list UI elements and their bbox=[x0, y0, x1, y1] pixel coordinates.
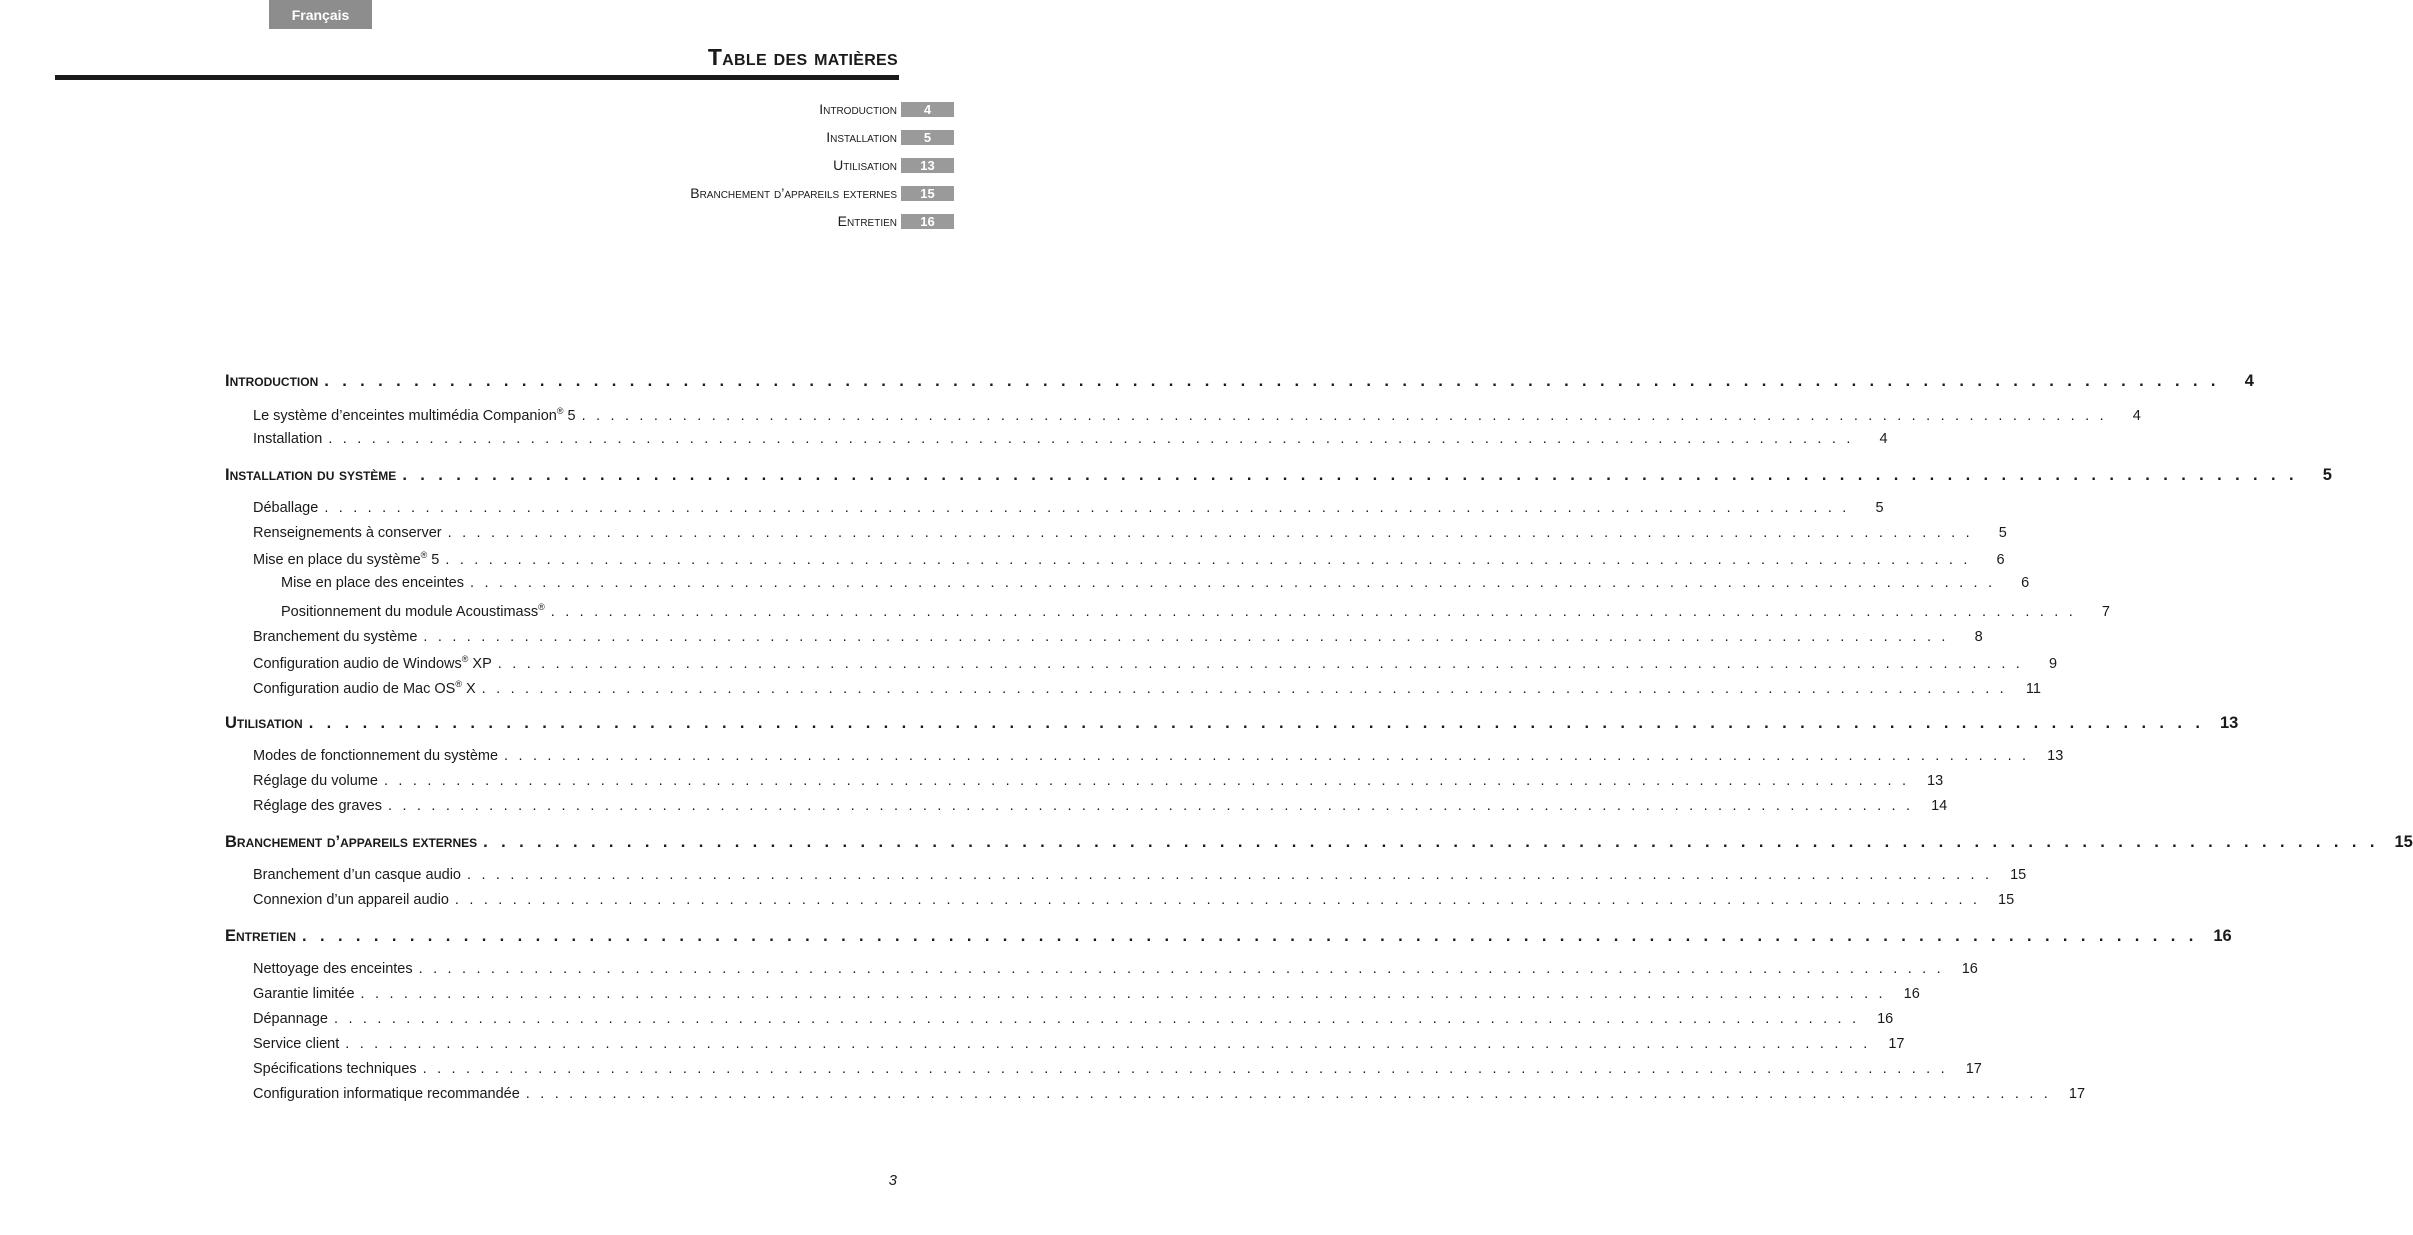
toc-page: 15 bbox=[2010, 867, 2027, 883]
page-title: Table des matières bbox=[707, 44, 898, 70]
toc-section-heading[interactable] bbox=[225, 833, 2413, 859]
toc-leader: . . . . . . . . . . . . . . . . . . . . . . . . . . . . . . . . . . . . . . . . . . . . . . . . . . . . . . . . . . . . . . . . . . . . . . . . . . . . . . . . . . . . . . . . . . . . . . . . . . . . . . . . . . bbox=[302, 927, 2198, 945]
toc-label: Installation bbox=[253, 431, 323, 447]
chapter-page-tab: 15 bbox=[901, 186, 954, 201]
language-tab[interactable]: Français bbox=[269, 0, 372, 29]
toc-entry[interactable] bbox=[225, 500, 1884, 525]
toc-leader: . . . . . . . . . . . . . . . . . . . . . . . . . . . . . . . . . . . . . . . . . . . . . . . . . . . . . . . . . . . . . . . . . . . . . . . . . . . . . . . . . . . . . . . . . . . . . . . . . . . . . . . . . . bbox=[445, 551, 1971, 568]
toc-page: 13 bbox=[2220, 714, 2239, 732]
toc-entry[interactable] bbox=[225, 986, 1920, 1011]
toc-page: 4 bbox=[2132, 407, 2141, 424]
toc-page: 16 bbox=[2213, 927, 2232, 945]
toc-section-heading[interactable] bbox=[225, 927, 2232, 953]
toc-label: Garantie limitée bbox=[253, 986, 355, 1002]
toc-entry[interactable] bbox=[225, 406, 2141, 431]
toc-page: 5 bbox=[1998, 525, 2007, 541]
toc-leader: . . . . . . . . . . . . . . . . . . . . . . . . . . . . . . . . . . . . . . . . . . . . . . . . . . . . . . . . . . . . . . . . . . . . . . . . . . . . . . . . . . . . . . . . . . . . . . . . . . . . . . . . . . bbox=[418, 961, 1944, 977]
toc-entry[interactable] bbox=[225, 550, 2005, 575]
toc-leader: . . . . . . . . . . . . . . . . . . . . . . . . . . . . . . . . . . . . . . . . . . . . . . . . . . . . . . . . . . . . . . . . . . . . . . . . . . . . . . . . . . . . . . . . . . . . . . . . . . . . . . . . . . bbox=[581, 407, 2107, 424]
toc-leader: . . . . . . . . . . . . . . . . . . . . . . . . . . . . . . . . . . . . . . . . . . . . . . . . . . . . . . . . . . . . . . . . . . . . . . . . . . . . . . . . . . . . . . . . . . . . . . . . . . . . . . . . . . bbox=[387, 798, 1914, 814]
toc-section-branchement bbox=[225, 833, 2413, 917]
toc-section-installation bbox=[225, 466, 2332, 704]
toc-page: 5 bbox=[1875, 500, 1884, 516]
toc-section-heading[interactable] bbox=[225, 466, 2332, 492]
toc-page: 13 bbox=[2047, 748, 2064, 764]
toc-leader: . . . . . . . . . . . . . . . . . . . . . . . . . . . . . . . . . . . . . . . . . . . . . . . . . . . . . . . . . . . . . . . . . . . . . . . . . . . . . . . . . . . . . . . . . . . . . . . . . . . . . . . . . . bbox=[334, 1011, 1860, 1027]
toc-leader: . . . . . . . . . . . . . . . . . . . . . . . . . . . . . . . . . . . . . . . . . . . . . . . . . . . . . . . . . . . . . . . . . . . . . . . . . . . . . . . . . . . . . . . . . . . . . . . . . . . . . . . . . . bbox=[469, 575, 1996, 591]
toc-leader: . . . . . . . . . . . . . . . . . . . . . . . . . . . . . . . . . . . . . . . . . . . . . . . . . . . . . . . . . . . . . . . . . . . . . . . . . . . . . . . . . . . . . . . . . . . . . . . . . . . . . . . . . . bbox=[525, 1086, 2052, 1102]
toc-entry[interactable] bbox=[225, 798, 1948, 823]
chapter-page-tab: 13 bbox=[901, 158, 954, 173]
toc-page: 9 bbox=[2048, 655, 2058, 672]
toc-label: Connexion d’un appareil audio bbox=[253, 892, 449, 908]
toc-leader: . . . . . . . . . . . . . . . . . . . . . . . . . . . . . . . . . . . . . . . . . . . . . . . . . . . . . . . . . . . . . . . . . . . . . . . . . . . . . . . . . . . . . . . . . . . . . . . . . . . . . . . . . . bbox=[466, 867, 1993, 883]
chapter-nav-label: Entretien bbox=[837, 213, 897, 229]
chapter-page-tab: 16 bbox=[901, 214, 954, 229]
toc-label: Dépannage bbox=[253, 1011, 328, 1027]
toc-label: Déballage bbox=[253, 500, 319, 516]
chapter-nav-introduction[interactable] bbox=[454, 95, 954, 123]
toc-label: Réglage des graves bbox=[253, 798, 382, 814]
toc-label: Entretien bbox=[225, 927, 297, 945]
toc-entry[interactable] bbox=[225, 654, 2058, 679]
toc-leader: . . . . . . . . . . . . . . . . . . . . . . . . . . . . . . . . . . . . . . . . . . . . . . . . . . . . . . . . . . . . . . . . . . . . . . . . . . . . . . . . . . . . . . . . . . . . . . . . . . . . . . . . . . bbox=[360, 986, 1886, 1002]
toc-section-heading[interactable] bbox=[225, 372, 2254, 398]
toc-section-utilisation bbox=[225, 714, 2239, 823]
chapter-page-tab: 5 bbox=[901, 130, 954, 145]
toc-subentry[interactable] bbox=[225, 602, 2110, 629]
toc-label: Le système d’enceintes multimédia Companion® 5 bbox=[253, 406, 576, 424]
toc-label: Configuration audio de Windows® XP bbox=[253, 654, 492, 672]
toc-leader: . . . . . . . . . . . . . . . . . . . . . . . . . . . . . . . . . . . . . . . . . . . . . . . . . . . . . . . . . . . . . . . . . . . . . . . . . . . . . . . . . . . . . . . . . . . . . . . . . . . . . . . . . . bbox=[324, 500, 1850, 516]
toc-leader: . . . . . . . . . . . . . . . . . . . . . . . . . . . . . . . . . . . . . . . . . . . . . . . . . . . . . . . . . . . . . . . . . . . . . . . . . . . . . . . . . . . . . . . . . . . . . . . . . . . . . . . . . . bbox=[483, 833, 2379, 851]
toc-label: Nettoyage des enceintes bbox=[253, 961, 413, 977]
toc-leader: . . . . . . . . . . . . . . . . . . . . . . . . . . . . . . . . . . . . . . . . . . . . . . . . . . . . . . . . . . . . . . . . . . . . . . . . . . . . . . . . . . . . . . . . . . . . . . . . . . . . . . . . . . bbox=[308, 714, 2205, 732]
toc-page: 16 bbox=[1877, 1011, 1894, 1027]
toc-page: 15 bbox=[1998, 892, 2015, 908]
toc-leader: . . . . . . . . . . . . . . . . . . . . . . . . . . . . . . . . . . . . . . . . . . . . . . . . . . . . . . . . . . . . . . . . . . . . . . . . . . . . . . . . . . . . . . . . . . . . . . . . . . . . . . . . . . bbox=[447, 525, 1973, 541]
toc-entry[interactable] bbox=[225, 892, 2015, 917]
toc-leader: . . . . . . . . . . . . . . . . . . . . . . . . . . . . . . . . . . . . . . . . . . . . . . . . . . . . . . . . . . . . . . . . . . . . . . . . . . . . . . . . . . . . . . . . . . . . . . . . . . . . . . . . . . bbox=[454, 892, 1981, 908]
toc-page: 16 bbox=[1961, 961, 1978, 977]
toc-entry[interactable] bbox=[225, 961, 1978, 986]
toc-page: 6 bbox=[2021, 575, 2030, 591]
toc-label: Spécifications techniques bbox=[253, 1061, 417, 1077]
toc-label: Configuration informatique recommandée bbox=[253, 1086, 520, 1102]
chapter-nav bbox=[454, 95, 954, 235]
chapter-page-tab: 4 bbox=[901, 102, 954, 117]
toc-entry[interactable] bbox=[225, 1036, 1905, 1061]
toc-entry[interactable] bbox=[225, 867, 2027, 892]
toc-entry[interactable] bbox=[225, 1086, 2086, 1111]
toc-page: 16 bbox=[1903, 986, 1920, 1002]
toc-entry[interactable] bbox=[225, 1061, 1982, 1086]
toc-label: Modes de fonctionnement du système bbox=[253, 748, 499, 764]
toc-page: 4 bbox=[1879, 431, 1888, 447]
toc-leader: . . . . . . . . . . . . . . . . . . . . . . . . . . . . . . . . . . . . . . . . . . . . . . . . . . . . . . . . . . . . . . . . . . . . . . . . . . . . . . . . . . . . . . . . . . . . . . . . . . . . . . . . . . bbox=[550, 603, 2076, 620]
chapter-nav-label: Utilisation bbox=[833, 157, 897, 173]
toc-leader: . . . . . . . . . . . . . . . . . . . . . . . . . . . . . . . . . . . . . . . . . . . . . . . . . . . . . . . . . . . . . . . . . . . . . . . . . . . . . . . . . . . . . . . . . . . . . . . . . . . . . . . . . . bbox=[497, 655, 2024, 672]
toc-leader: . . . . . . . . . . . . . . . . . . . . . . . . . . . . . . . . . . . . . . . . . . . . . . . . . . . . . . . . . . . . . . . . . . . . . . . . . . . . . . . . . . . . . . . . . . . . . . . . . . . . . . . . . . bbox=[481, 680, 2007, 697]
toc-leader: . . . . . . . . . . . . . . . . . . . . . . . . . . . . . . . . . . . . . . . . . . . . . . . . . . . . . . . . . . . . . . . . . . . . . . . . . . . . . . . . . . . . . . . . . . . . . . . . . . . . . . . . . . bbox=[324, 372, 2220, 390]
toc-entry[interactable] bbox=[225, 431, 1888, 456]
toc-leader: . . . . . . . . . . . . . . . . . . . . . . . . . . . . . . . . . . . . . . . . . . . . . . . . . . . . . . . . . . . . . . . . . . . . . . . . . . . . . . . . . . . . . . . . . . . . . . . . . . . . . . . . . . bbox=[423, 629, 1949, 645]
toc-leader: . . . . . . . . . . . . . . . . . . . . . . . . . . . . . . . . . . . . . . . . . . . . . . . . . . . . . . . . . . . . . . . . . . . . . . . . . . . . . . . . . . . . . . . . . . . . . . . . . . . . . . . . . . bbox=[422, 1061, 1948, 1077]
toc-label: Réglage du volume bbox=[253, 773, 378, 789]
chapter-nav-label: Introduction bbox=[819, 101, 897, 117]
toc-page: 6 bbox=[1996, 551, 2005, 568]
chapter-nav-label: Installation bbox=[826, 129, 897, 145]
toc-leader: . . . . . . . . . . . . . . . . . . . . . . . . . . . . . . . . . . . . . . . . . . . . . . . . . . . . . . . . . . . . . . . . . . . . . . . . . . . . . . . . . . . . . . . . . . . . . . . . . . . . . . . . . . bbox=[504, 748, 2030, 764]
toc-subentry[interactable] bbox=[225, 575, 2030, 602]
toc-page: 4 bbox=[2244, 372, 2254, 390]
toc-entry[interactable] bbox=[225, 525, 2007, 550]
toc-page: 11 bbox=[2025, 680, 2041, 697]
chapter-nav-entretien[interactable] bbox=[454, 207, 954, 235]
toc-leader: . . . . . . . . . . . . . . . . . . . . . . . . . . . . . . . . . . . . . . . . . . . . . . . . . . . . . . . . . . . . . . . . . . . . . . . . . . . . . . . . . . . . . . . . . . . . . . . . . . . . . . . . . . bbox=[402, 466, 2298, 484]
chapter-nav-installation[interactable] bbox=[454, 123, 954, 151]
toc-page: 17 bbox=[2068, 1086, 2086, 1102]
page-number: 3 bbox=[888, 1172, 897, 1189]
toc-page: 7 bbox=[2101, 603, 2110, 620]
toc-section-introduction bbox=[225, 372, 2254, 456]
toc-page: 5 bbox=[2322, 466, 2332, 484]
toc-page: 14 bbox=[1931, 798, 1948, 814]
toc-section-heading[interactable] bbox=[225, 714, 2239, 740]
toc-label: Mise en place des enceintes bbox=[281, 575, 464, 591]
toc-entry[interactable] bbox=[225, 629, 1983, 654]
toc-page: 13 bbox=[1927, 773, 1944, 789]
toc-page: 8 bbox=[1974, 629, 1983, 645]
toc-page: 17 bbox=[1888, 1036, 1905, 1052]
toc-label: Renseignements à conserver bbox=[253, 525, 442, 541]
toc-label: Service client bbox=[253, 1036, 340, 1052]
title-rule bbox=[55, 75, 899, 80]
toc-entry[interactable] bbox=[225, 1011, 1894, 1036]
toc-page: 15 bbox=[2394, 833, 2413, 851]
toc-label: Branchement d’appareils externes bbox=[225, 833, 478, 851]
chapter-nav-label: Branchement d’appareils externes bbox=[690, 185, 897, 201]
toc-entry[interactable] bbox=[225, 773, 1944, 798]
toc-label: Configuration audio de Mac OS® X bbox=[253, 679, 476, 697]
table-of-contents bbox=[225, 372, 2413, 1121]
toc-label: Introduction bbox=[225, 372, 319, 390]
toc-label: Installation du système bbox=[225, 466, 397, 484]
chapter-nav-utilisation[interactable] bbox=[454, 151, 954, 179]
toc-label: Positionnement du module Acoustimass® bbox=[281, 602, 545, 620]
toc-label: Mise en place du système® 5 bbox=[253, 550, 440, 568]
toc-entry[interactable] bbox=[225, 748, 2064, 773]
toc-leader: . . . . . . . . . . . . . . . . . . . . . . . . . . . . . . . . . . . . . . . . . . . . . . . . . . . . . . . . . . . . . . . . . . . . . . . . . . . . . . . . . . . . . . . . . . . . . . . . . . . . . . . . . . bbox=[383, 773, 1910, 789]
chapter-nav-branchement[interactable] bbox=[454, 179, 954, 207]
toc-label: Branchement du système bbox=[253, 629, 418, 645]
toc-label: Branchement d’un casque audio bbox=[253, 867, 461, 883]
toc-leader: . . . . . . . . . . . . . . . . . . . . . . . . . . . . . . . . . . . . . . . . . . . . . . . . . . . . . . . . . . . . . . . . . . . . . . . . . . . . . . . . . . . . . . . . . . . . . . . . . . . . . . . . . . bbox=[345, 1036, 1871, 1052]
toc-leader: . . . . . . . . . . . . . . . . . . . . . . . . . . . . . . . . . . . . . . . . . . . . . . . . . . . . . . . . . . . . . . . . . . . . . . . . . . . . . . . . . . . . . . . . . . . . . . . . . . . . . . . . . . bbox=[328, 431, 1854, 447]
toc-entry[interactable] bbox=[225, 679, 2041, 704]
toc-section-entretien bbox=[225, 927, 2232, 1111]
toc-label: Utilisation bbox=[225, 714, 303, 732]
toc-page: 17 bbox=[1965, 1061, 1982, 1077]
